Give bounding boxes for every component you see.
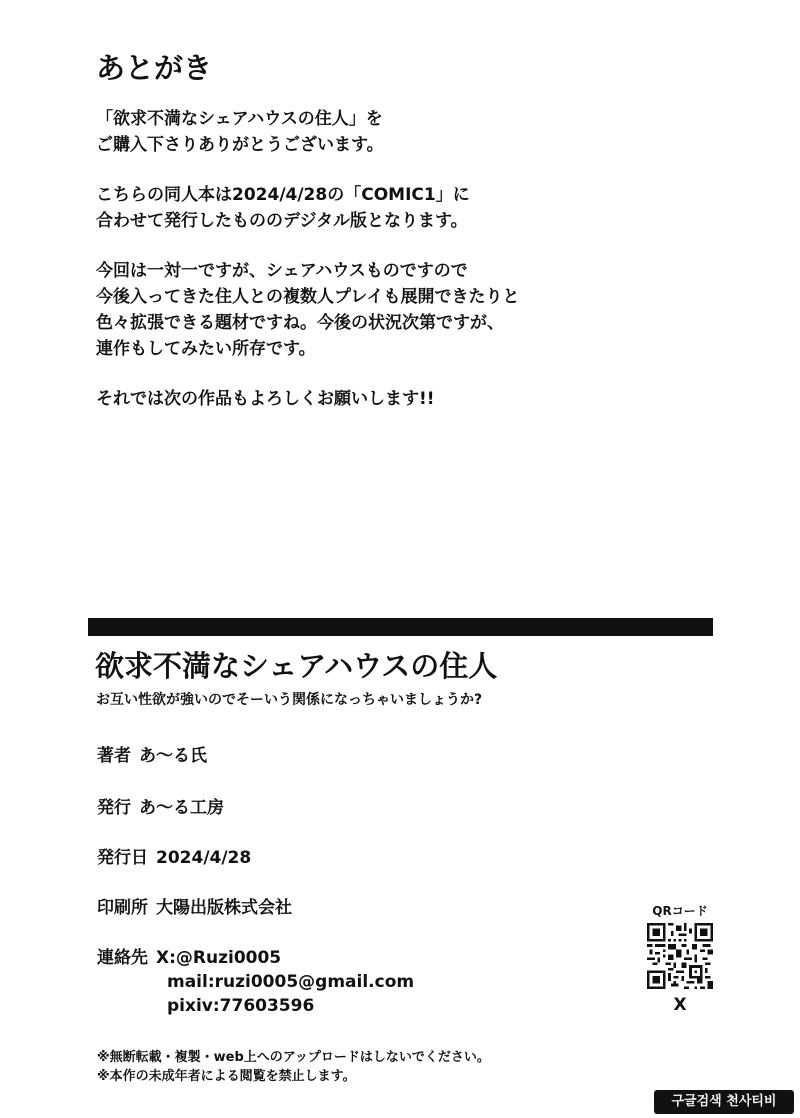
afterword-line: それでは次の作品もよろしくお願いします!! xyxy=(96,389,435,409)
notice-section xyxy=(97,1048,490,1086)
afterword-section xyxy=(96,50,736,436)
notice-line: ※無断転載・複製・web上へのアップロードはしないでください。 xyxy=(97,1050,490,1065)
afterword-paragraph xyxy=(96,386,736,412)
qr-caption: X xyxy=(673,995,687,1015)
afterword-line: 合わせて発行したもののデジタル版となります。 xyxy=(96,211,468,231)
afterword-line: 今後入ってきた住人との複数人プレイも展開できたりと xyxy=(96,287,520,307)
contact-email: mail:ruzi0005@gmail.com xyxy=(167,972,415,992)
afterword-paragraph xyxy=(96,258,736,362)
afterword-line: こちらの同人本は2024/4/28の「COMIC1」に xyxy=(96,185,470,205)
publish-date-row xyxy=(97,846,251,870)
afterword-heading: あとがき xyxy=(96,51,213,85)
contact-x-handle: X:@Ruzi0005 xyxy=(156,948,282,968)
publisher-row xyxy=(97,796,224,820)
publisher-value: あ～る工房 xyxy=(139,798,224,818)
qr-block xyxy=(640,903,720,1017)
publish-date-value: 2024/4/28 xyxy=(156,848,252,868)
qr-code-icon[interactable] xyxy=(647,923,713,989)
afterword-line: 「欲求不満なシェアハウスの住人」を xyxy=(96,109,383,129)
book-subtitle: お互い性欲が強いのでそーいう関係になっちゃいましょうか? xyxy=(96,692,483,708)
contact-row xyxy=(97,946,281,970)
printer-row xyxy=(97,896,292,920)
publish-date-label: 発行日 xyxy=(97,848,148,868)
divider-bar xyxy=(88,618,713,636)
afterword-line: ご購入下さりありがとうございます。 xyxy=(96,135,384,155)
printer-value: 大陽出版株式会社 xyxy=(156,898,292,918)
publisher-label: 発行 xyxy=(97,798,131,818)
book-title: 欲求不満なシェアハウスの住人 xyxy=(95,649,498,683)
watermark-badge: 구글검색 천사티비 xyxy=(654,1090,794,1114)
qr-label: QRコード xyxy=(652,904,708,918)
author-value: あ～る氏 xyxy=(139,746,207,766)
contact-label: 連絡先 xyxy=(97,948,148,968)
afterword-line: 色々拡張できる題材ですね。今後の状況次第ですが、 xyxy=(96,313,504,333)
afterword-paragraph xyxy=(96,106,736,158)
author-row xyxy=(97,744,207,768)
printer-label: 印刷所 xyxy=(97,898,148,918)
author-label: 著者 xyxy=(97,746,131,766)
notice-line: ※本作の未成年者による閲覧を禁止します。 xyxy=(97,1069,356,1084)
afterword-line: 連作もしてみたい所存です。 xyxy=(96,339,316,359)
afterword-paragraph xyxy=(96,182,736,234)
afterword-line: 今回は一対一ですが、シェアハウスものですので xyxy=(96,261,468,281)
contact-pixiv: pixiv:77603596 xyxy=(167,996,315,1016)
